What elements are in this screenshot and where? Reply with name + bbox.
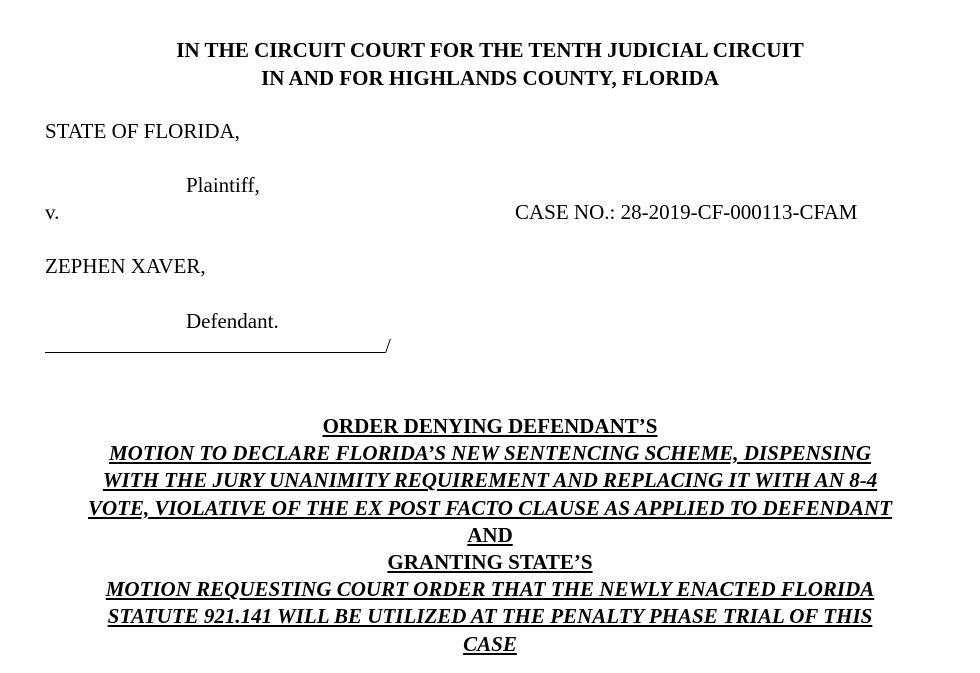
title-line-9: CASE (463, 631, 517, 656)
defendant-role: Defendant. (186, 309, 279, 333)
caption-signature-line (45, 334, 391, 358)
order-title (0, 413, 980, 658)
plaintiff-name: STATE OF FLORIDA, (45, 119, 240, 143)
court-header-line-2: IN AND FOR HIGHLANDS COUNTY, FLORIDA (261, 66, 719, 90)
title-line-7: MOTION REQUESTING COURT ORDER THAT THE NEWLY ENACTED FLORIDA (105, 577, 875, 602)
title-line-4: VOTE, VIOLATIVE OF THE EX POST FACTO CLAUSE AS APPLIED TO DEFENDANT (87, 495, 892, 520)
versus: v. (45, 200, 60, 224)
court-header (0, 36, 980, 92)
title-line-2: MOTION TO DECLARE FLORIDA’S NEW SENTENCING SCHEME, DISPENSING (108, 441, 871, 466)
caption-line-end: / (385, 334, 391, 358)
case-number: CASE NO.: 28-2019-CF-000113-CFAM (515, 200, 858, 224)
defendant-name: ZEPHEN XAVER, (45, 254, 206, 278)
title-line-3: WITH THE JURY UNANIMITY REQUIREMENT AND REPLACING IT WITH AN 8-4 (102, 468, 878, 493)
title-line-1: ORDER DENYING DEFENDANT’S (322, 414, 658, 438)
plaintiff-role: Plaintiff, (186, 173, 260, 197)
title-line-5: AND (467, 522, 513, 547)
caption-rule (45, 334, 385, 353)
court-header-line-1: IN THE CIRCUIT COURT FOR THE TENTH JUDICIAL CIRCUIT (176, 38, 804, 62)
title-line-6: GRANTING STATE’S (387, 550, 593, 575)
title-line-8: STATUTE 921.141 WILL BE UTILIZED AT THE PENALTY PHASE TRIAL OF THIS (107, 604, 873, 629)
